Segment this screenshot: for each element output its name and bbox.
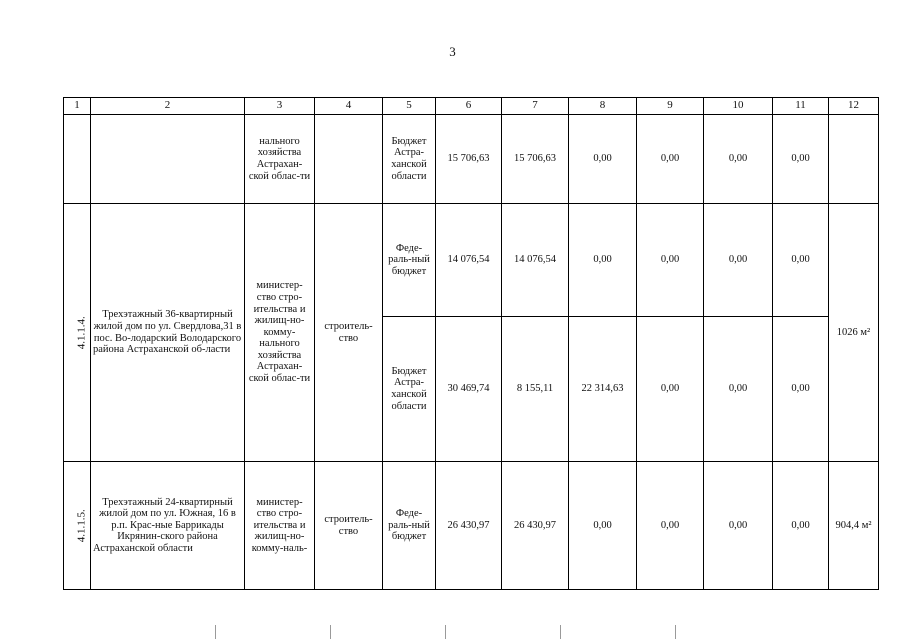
amount-cell: 0,00 [704,317,773,462]
col-header: 2 [91,98,245,115]
amount-cell: 15 706,63 [436,115,502,204]
amount-cell: 15 706,63 [502,115,569,204]
amount-cell: 0,00 [637,204,704,317]
amount-cell: 0,00 [704,115,773,204]
col-header: 5 [383,98,436,115]
amount-cell: 0,00 [637,115,704,204]
funding-source: Бюджет Астра-ханской области [383,317,436,462]
amount-cell: 26 430,97 [502,462,569,590]
scan-mark [675,625,676,639]
amount-cell: 0,00 [704,462,773,590]
col-header: 12 [829,98,879,115]
item-number-cell [64,462,91,590]
scan-mark [445,625,446,639]
amount-cell: 0,00 [569,204,637,317]
col-header: 6 [436,98,502,115]
table-row [64,204,879,317]
amount-cell: 22 314,63 [569,317,637,462]
responsible-ministry: министер-ство стро-ительства и жилищ-но-комму-нального хозяйства Астрахан-ской облас-ти [245,204,315,462]
col-header: 9 [637,98,704,115]
amount-cell: 0,00 [637,317,704,462]
col-header: 1 [64,98,91,115]
area-cell [829,115,879,204]
amount-cell: 0,00 [773,462,829,590]
work-type: строитель-ство [315,462,383,590]
col-header: 3 [245,98,315,115]
col-header: 11 [773,98,829,115]
area-cell: 904,4 м² [829,462,879,590]
amount-cell: 14 076,54 [502,204,569,317]
item-number: 4.1.1.5. [75,509,88,542]
amount-cell: 0,00 [704,204,773,317]
item-number: 4.1.1.4. [75,316,88,349]
scan-mark [215,625,216,639]
col-header: 8 [569,98,637,115]
table-row [64,115,879,204]
area-cell: 1026 м² [829,204,879,462]
work-type [315,115,383,204]
amount-cell: 0,00 [773,115,829,204]
col-header: 4 [315,98,383,115]
amount-cell: 14 076,54 [436,204,502,317]
scan-mark [560,625,561,639]
page-number: 3 [449,44,456,59]
responsible-ministry: министер-ство стро-ительства и жилищ-но-комму-наль- [245,462,315,590]
funding-source: Феде-раль-ный бюджет [383,204,436,317]
object-name: Трехэтажный 36-квартирный жилой дом по ул. Свердлова,31 в пос. Во-лодарский Володарского района Астраханской об-ласти [91,204,245,462]
scan-mark [330,625,331,639]
header-row [64,98,879,115]
responsible-ministry: нального хозяйства Астрахан-ской облас-ти [245,115,315,204]
table-row [64,462,879,590]
amount-cell: 0,00 [773,317,829,462]
amount-cell: 0,00 [569,115,637,204]
item-number-cell [64,115,91,204]
amount-cell: 0,00 [637,462,704,590]
item-number-cell [64,204,91,462]
amount-cell: 8 155,11 [502,317,569,462]
funding-source: Бюджет Астра-ханской области [383,115,436,204]
object-name: Трехэтажный 24-квартирный жилой дом по ул. Южная, 16 в р.п. Крас-ные Баррикады Икрянин-ского района Астраханской области [91,462,245,590]
funding-source: Феде-раль-ный бюджет [383,462,436,590]
amount-cell: 26 430,97 [436,462,502,590]
amount-cell: 0,00 [569,462,637,590]
amount-cell: 30 469,74 [436,317,502,462]
col-header: 7 [502,98,569,115]
program-table [63,97,879,590]
amount-cell: 0,00 [773,204,829,317]
work-type: строитель-ство [315,204,383,462]
object-name [91,115,245,204]
col-header: 10 [704,98,773,115]
